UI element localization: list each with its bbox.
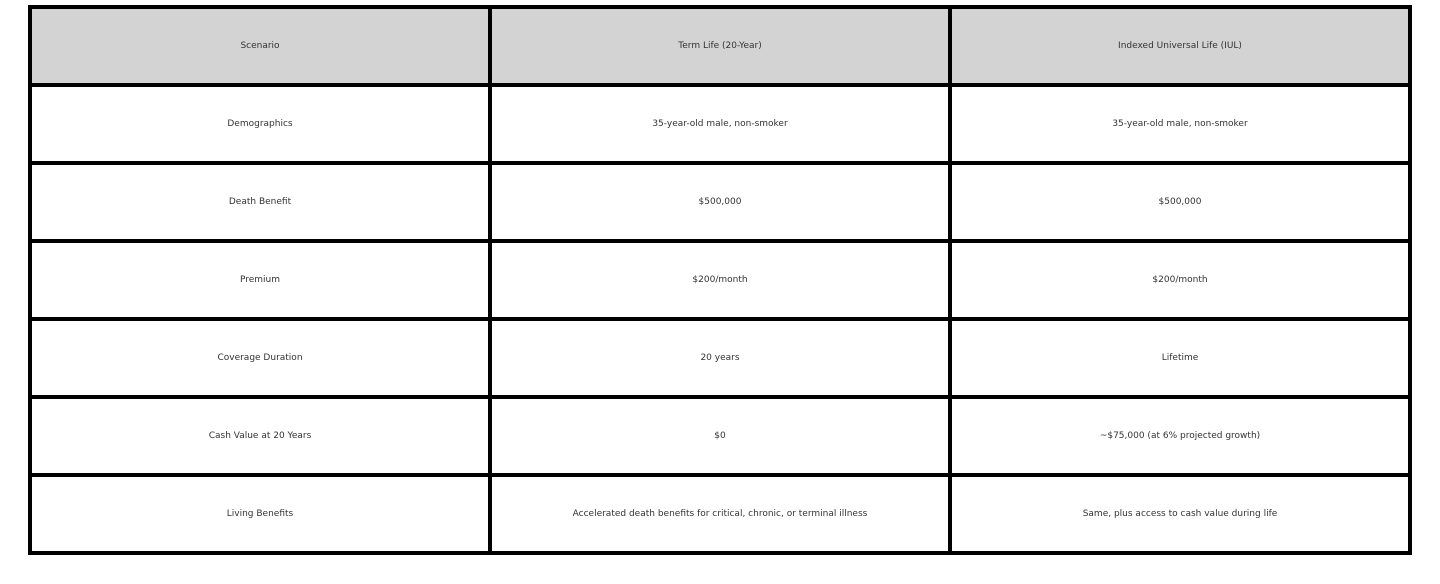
row-label-cell: Cash Value at 20 Years: [30, 397, 490, 475]
term-life-cell: $0: [490, 397, 950, 475]
comparison-table: [28, 5, 1412, 555]
header-cell-term-life: Term Life (20-Year): [490, 7, 950, 85]
row-label-cell: Death Benefit: [30, 163, 490, 241]
table-row: [30, 475, 1410, 553]
row-label-cell: Living Benefits: [30, 475, 490, 553]
iul-cell: Lifetime: [950, 319, 1410, 397]
table-header: [30, 7, 1410, 85]
table-row: [30, 397, 1410, 475]
iul-cell: 35-year-old male, non-smoker: [950, 85, 1410, 163]
header-cell-iul: Indexed Universal Life (IUL): [950, 7, 1410, 85]
header-row: [30, 7, 1410, 85]
term-life-cell: $500,000: [490, 163, 950, 241]
table-body: [30, 85, 1410, 553]
row-label-cell: Premium: [30, 241, 490, 319]
iul-cell: ~$75,000 (at 6% projected growth): [950, 397, 1410, 475]
iul-cell: $200/month: [950, 241, 1410, 319]
row-label-cell: Demographics: [30, 85, 490, 163]
term-life-cell: Accelerated death benefits for critical, chronic, or terminal illness: [490, 475, 950, 553]
term-life-cell: 20 years: [490, 319, 950, 397]
iul-cell: Same, plus access to cash value during life: [950, 475, 1410, 553]
comparison-table-container: [28, 5, 1412, 555]
table-row: [30, 85, 1410, 163]
header-cell-scenario: Scenario: [30, 7, 490, 85]
row-label-cell: Coverage Duration: [30, 319, 490, 397]
table-row: [30, 241, 1410, 319]
table-row: [30, 163, 1410, 241]
iul-cell: $500,000: [950, 163, 1410, 241]
table-row: [30, 319, 1410, 397]
term-life-cell: $200/month: [490, 241, 950, 319]
term-life-cell: 35-year-old male, non-smoker: [490, 85, 950, 163]
